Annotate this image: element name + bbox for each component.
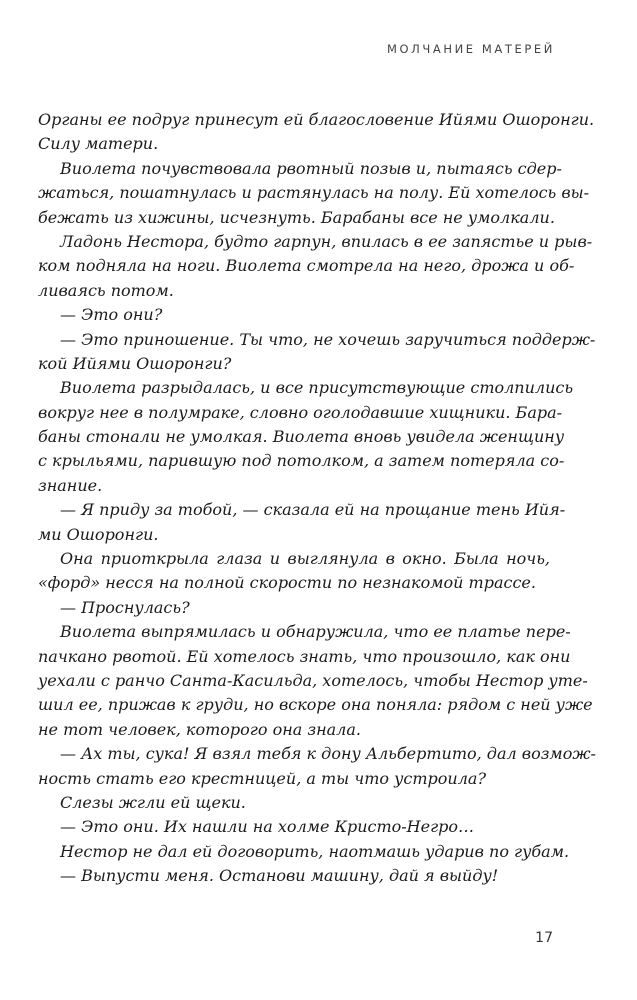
running-header: МОЛЧАНИЕ МАТЕРЕЙ [386,42,555,56]
body-text [38,108,596,889]
text-line: жаться, пошатнулась и растянулась на полу. Ей хотелось вы- [38,183,590,203]
text-line: — Это приношение. Ты что, не хочешь заручиться поддерж- [60,329,596,349]
text-line: Слезы жгли ей щеки. [60,792,246,812]
text-line: вокруг нее в полумраке, словно оголодавшие хищники. Бара- [38,402,563,422]
text-line: ность стать его крестницей, а ты что устроила? [38,768,487,788]
text-line: пачкано рвотой. Ей хотелось знать, что произошло, как они [38,646,571,666]
text-line: ливаясь потом. [38,280,174,300]
text-line: Нестор не дал ей договорить, наотмашь ударив по губам. [60,841,570,861]
page-number: 17 [535,930,553,946]
text-line: Органы ее подруг принесут ей благословение Ийями Ошоронги. [38,110,595,129]
text-line: — Ах ты, сука! Я взял тебя к дону Альбертито, дал возмож- [60,744,596,764]
text-line: — Это они? [60,305,163,325]
text-line: Виолета выпрямилась и обнаружила, что ее платье пере- [60,622,571,642]
text-line: — Я приду за тобой, — сказала ей на прощание тень Ийя- [60,500,566,520]
text-line: шил ее, прижав к груди, но вскоре она поняла: рядом с ней уже [38,695,593,715]
text-line: бежать из хижины, исчезнуть. Барабаны все не умолкали. [38,207,555,227]
text-line: не тот человек, которого она знала. [38,719,361,739]
text-line: Она приоткрыла глаза и выглянула в окно. Была ночь, [60,549,550,569]
text-line: ми Ошоронги. [38,524,159,544]
text-line: — Это они. Их нашли на холме Кристо-Негро… [60,817,475,837]
text-line: Виолета почувствовала рвотный позыв и, пытаясь сдер- [60,158,562,178]
text-line: Силу матери. [38,134,159,154]
text-line: знание. [38,475,103,495]
text-line: «форд» несся на полной скорости по незнакомой трассе. [38,573,536,593]
text-line: Ладонь Нестора, будто гарпун, впилась в ее запястье и рыв- [60,231,593,251]
text-line: ком подняла на ноги. Виолета смотрела на него, дрожа и об- [38,256,575,276]
text-line: с крыльями, парившую под потолком, а затем потеряла со- [38,451,565,471]
text-line: кой Ийями Ошоронги? [38,353,232,373]
text-line: Виолета разрыдалась, и все присутствующие столпились [60,378,574,398]
text-line: уехали с ранчо Санта-Касильда, хотелось, чтобы Нестор уте- [38,670,588,690]
text-line: — Выпусти меня. Останови машину, дай я выйду! [60,866,499,886]
text-line: баны стонали не умолкая. Виолета вновь увидела женщину [38,427,565,447]
text-line: — Проснулась? [60,597,190,617]
